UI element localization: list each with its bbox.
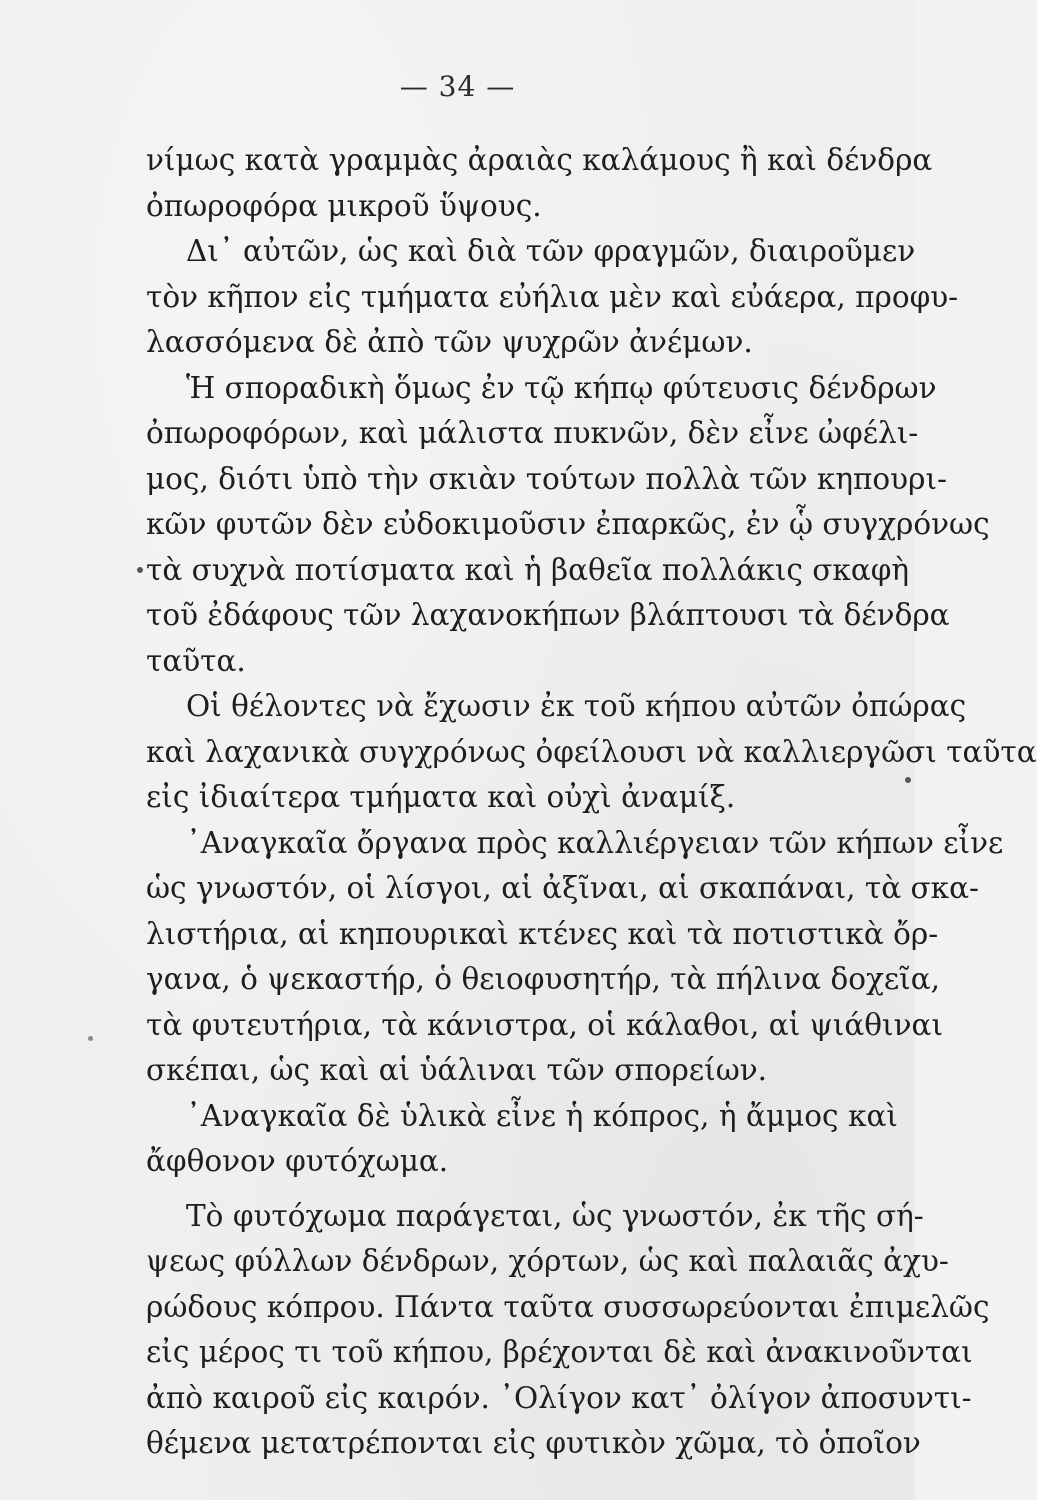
text-line: ὀπωροφόρων, καὶ μάλιστα πυκνῶν, δὲν εἶνε ὠφέλι- xyxy=(146,416,919,450)
text-line: εἰς μέρος τι τοῦ κήπου, βρέχονται δὲ καὶ ἀνακινοῦνται xyxy=(146,1335,973,1369)
text-line: τὸν κῆπον εἰς τμήματα εὐήλια μὲν καὶ εὐάερα, προφυ- xyxy=(146,279,959,314)
text-line: ᾿Αναγκαῖα δὲ ὑλικὰ εἶνε ἡ κόπρος, ἡ ἄμμος καὶ xyxy=(186,1098,898,1133)
text-line: ταῦτα. xyxy=(146,643,246,678)
paragraph xyxy=(146,229,959,366)
text-line: μος, διότι ὑπὸ τὴν σκιὰν τούτων πολλὰ τῶν κηπουρι- xyxy=(146,461,947,496)
text-line: Ἡ σποραδικὴ ὅμως ἐν τῷ κήπῳ φύτευσις δένδρων xyxy=(186,370,937,405)
paragraph xyxy=(146,821,1004,1094)
text-line: ψεως φύλλων δένδρων, χόρτων, ὡς καὶ παλαιᾶς ἀχυ- xyxy=(146,1244,949,1278)
text-line: ὡς γνωστόν, οἱ λίσγοι, αἱ ἀξῖναι, αἱ σκαπάναι, τὰ σκα- xyxy=(146,871,980,905)
text-line: τὰ φυτευτήρια, τὰ κάνιστρα, οἱ κάλαθοι, αἱ ψιάθιναι xyxy=(146,1007,944,1042)
text-line: εἰς ἰδιαίτερα τμήματα καὶ οὐχὶ ἀναμίξ. xyxy=(146,780,736,814)
paragraph xyxy=(146,1194,990,1467)
text-line: θέμενα μετατρέπονται εἰς φυτικὸν χῶμα, τὸ ὁποῖον xyxy=(146,1426,921,1460)
text-line: ἄφθονον φυτόχωμα. xyxy=(146,1144,449,1178)
text-line: Δι᾽ αὐτῶν, ὡς καὶ διὰ τῶν φραγμῶν, διαιροῦμεν xyxy=(186,234,916,268)
text-line: καὶ λαχανικὰ συγχρόνως ὀφείλουσι νὰ καλλιεργῶσι ταῦτα xyxy=(146,734,1037,769)
ink-speck xyxy=(905,777,911,783)
text-line: ἀπὸ καιροῦ εἰς καιρόν. ᾿Ολίγον κατ᾽ ὀλίγον ἀποσυντι- xyxy=(146,1380,972,1415)
paragraph xyxy=(146,138,933,229)
text-line: Τὸ φυτόχωμα παράγεται, ὡς γνωστόν, ἐκ τῆς σή- xyxy=(186,1198,924,1233)
text-line: ρώδους κόπρου. Πάντα ταῦτα συσσωρεύονται ἐπιμελῶς xyxy=(146,1289,990,1324)
ink-speck xyxy=(137,567,143,573)
text-line: λασσόμενα δὲ ἀπὸ τῶν ψυχρῶν ἀνέμων. xyxy=(146,325,753,359)
body-text xyxy=(146,138,1037,1467)
text-line: ὀπωροφόρα μικροῦ ὕψους. xyxy=(146,188,542,223)
text-line: τὰ συχνὰ ποτίσματα καὶ ἡ βαθεῖα πολλάκις σκαφὴ xyxy=(146,552,910,587)
text-line: κῶν φυτῶν δὲν εὐδοκιμοῦσιν ἐπαρκῶς, ἐν ᾧ συγχρόνως xyxy=(146,507,990,541)
text-line: σκέπαι, ὡς καὶ αἱ ὑάλιναι τῶν σπορείων. xyxy=(146,1053,768,1087)
text-line: ᾿Αναγκαῖα ὄργανα πρὸς καλλιέργειαν τῶν κήπων εἶνε xyxy=(186,825,1004,860)
paragraph xyxy=(146,366,990,685)
text-line: λιστήρια, αἱ κηπουρικαὶ κτένες καὶ τὰ ποτιστικὰ ὄρ- xyxy=(146,916,939,951)
page-number: — 34 — xyxy=(399,70,516,103)
paragraph xyxy=(146,1094,898,1185)
text-line: γανα, ὁ ψεκαστήρ, ὁ θειοφυσητήρ, τὰ πήλινα δοχεῖα, xyxy=(146,962,941,996)
text-line: νίμως κατὰ γραμμὰς ἀραιὰς καλάμους ἢ καὶ δένδρα xyxy=(146,143,933,177)
ink-speck xyxy=(88,1036,93,1041)
paragraph xyxy=(146,684,1037,821)
text-line: τοῦ ἐδάφους τῶν λαχανοκήπων βλάπτουσι τὰ δένδρα xyxy=(146,598,950,632)
paragraph-gap xyxy=(146,1185,898,1194)
text-line: Οἱ θέλοντες νὰ ἔχωσιν ἐκ τοῦ κήπου αὐτῶν ὀπώρας xyxy=(186,689,967,723)
